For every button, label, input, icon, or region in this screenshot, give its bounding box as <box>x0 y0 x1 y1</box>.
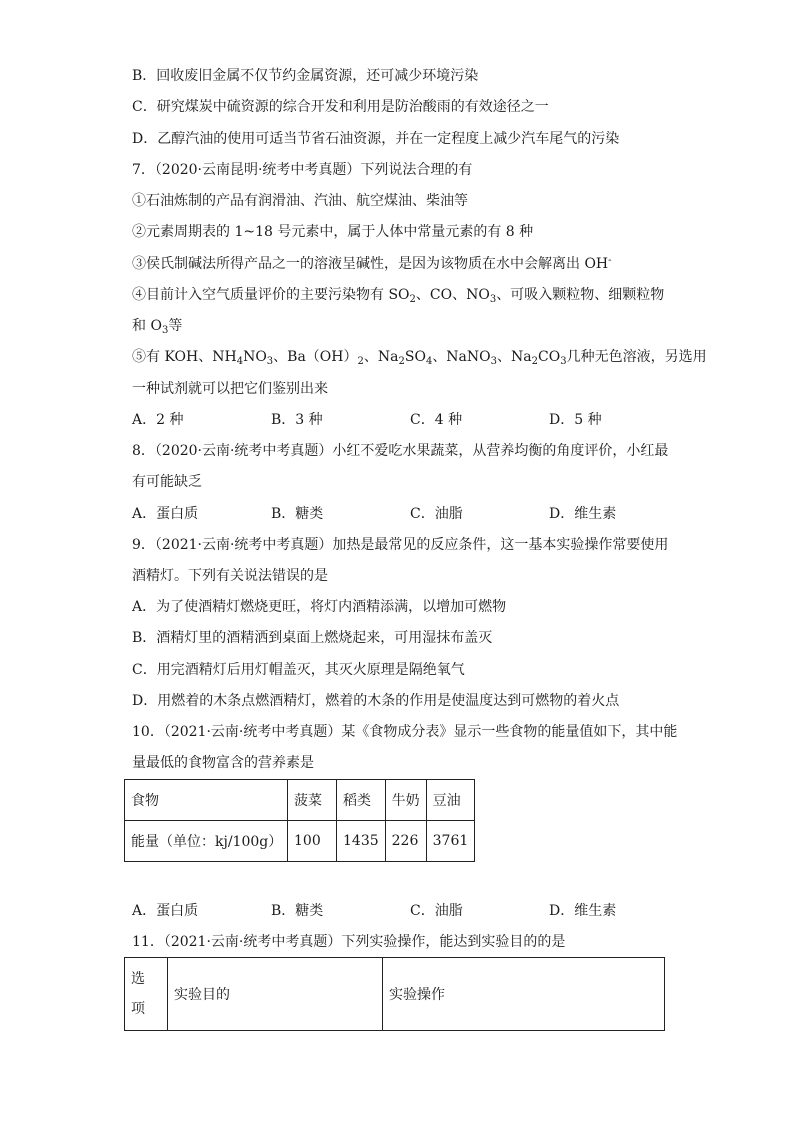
table-cell: 牛奶 <box>385 780 426 821</box>
option-b-q6: B．回收废旧金属不仅节约金属资源，还可减少环境污染 <box>132 68 479 84</box>
statement-2: ②元素周期表的 1~18 号元素中，属于人体中常量元素的有 8 种 <box>132 224 534 240</box>
question-10-stem: 10．（2021·云南·统考中考真题）某《食物成分表》显示一些食物的能量值如下，其中能 <box>132 724 678 740</box>
table-cell: 1435 <box>337 821 386 862</box>
q10-option-d: D．维生素 <box>549 903 617 919</box>
q10-option-a: A．蛋白质 <box>132 903 199 919</box>
question-11-stem: 11．（2021·云南·统考中考真题）下列实验操作，能达到实验目的的是 <box>132 934 566 950</box>
experiment-table <box>124 957 665 1031</box>
q9-option-a: A．为了使酒精灯燃烧更旺，将灯内酒精添满，以增加可燃物 <box>132 599 507 615</box>
option-d-q6: D．乙醇汽油的使用可适当节省石油资源，并在一定程度上减少汽车尾气的污染 <box>132 131 620 147</box>
statement-3: ③侯氏制碱法所得产品之一的溶液呈碱性，是因为该物质在水中会解离出 OH- <box>132 255 612 272</box>
q9-option-d: D．用燃着的木条点燃酒精灯，燃着的木条的作用是使温度达到可燃物的着火点 <box>132 693 620 709</box>
table-row <box>125 958 665 1031</box>
table-cell: 实验目的 <box>168 958 383 1031</box>
table-cell: 选 项 <box>125 958 168 1031</box>
question-7-stem: 7．（2020·云南昆明·统考中考真题）下列说法合理的有 <box>132 162 473 178</box>
q7-option-a: A．2 种 <box>132 412 184 428</box>
option-c-q6: C．研究煤炭中硫资源的综合开发和利用是防治酸雨的有效途径之一 <box>132 99 549 115</box>
question-8-stem: 8．（2020·云南·统考中考真题）小红不爱吃水果蔬菜，从营养均衡的角度评价，小红最 <box>132 443 669 459</box>
table-cell: 食物 <box>125 780 288 821</box>
table-cell: 豆油 <box>426 780 475 821</box>
statement-5-cont: 一种试剂就可以把它们鉴别出来 <box>132 381 328 397</box>
q8-option-d: D．维生素 <box>549 506 617 522</box>
table-cell: 能量（单位：kj/100g） <box>125 821 288 862</box>
table-row <box>125 821 475 862</box>
statement-5: ⑤有 KOH、$NH_4NO_3$、$Ba(OH)_2$、$Na_2SO_4$、NaNO$_3$、$Na_2CO_3$几种无色溶液，另选用 <box>132 349 707 367</box>
q8-option-a: A．蛋白质 <box>132 506 199 522</box>
q8-option-b: B．糖类 <box>271 506 324 522</box>
question-9-stem: 9．（2021·云南·统考中考真题）加热是最常见的反应条件，这一基本实验操作常要使用 <box>132 537 669 553</box>
statement-4: ④目前计入空气质量评价的主要污染物有 $SO_2$、CO、$NO_3$、可吸入颗粒物、细颗粒物 <box>132 287 665 305</box>
question-9-stem-cont: 酒精灯。下列有关说法错误的是 <box>132 568 328 584</box>
statement-1: ①石油炼制的产品有润滑油、汽油、航空煤油、柴油等 <box>132 193 468 209</box>
q9-option-c: C．用完酒精灯后用灯帽盖灭，其灭火原理是隔绝氧气 <box>132 662 465 678</box>
question-10-stem-cont: 量最低的食物富含的营养素是 <box>132 755 314 771</box>
q10-option-b: B．糖类 <box>271 903 324 919</box>
question-8-stem-cont: 有可能缺乏 <box>132 474 202 490</box>
q8-option-c: C．油脂 <box>410 506 463 522</box>
food-energy-table <box>124 779 475 862</box>
table-cell: 100 <box>288 821 337 862</box>
q7-option-b: B．3 种 <box>271 412 323 428</box>
q10-option-c: C．油脂 <box>410 903 463 919</box>
q7-option-d: D．5 种 <box>549 412 602 428</box>
table-cell: 菠菜 <box>288 780 337 821</box>
q7-option-c: C．4 种 <box>410 412 463 428</box>
table-cell: 226 <box>385 821 426 862</box>
table-cell: 3761 <box>426 821 475 862</box>
q9-option-b: B．酒精灯里的酒精洒到桌面上燃烧起来，可用湿抹布盖灭 <box>132 630 493 646</box>
table-row <box>125 780 475 821</box>
statement-4-cont: 和 $O_3$等 <box>132 318 183 336</box>
table-cell: 稻类 <box>337 780 386 821</box>
table-cell: 实验操作 <box>383 958 665 1031</box>
